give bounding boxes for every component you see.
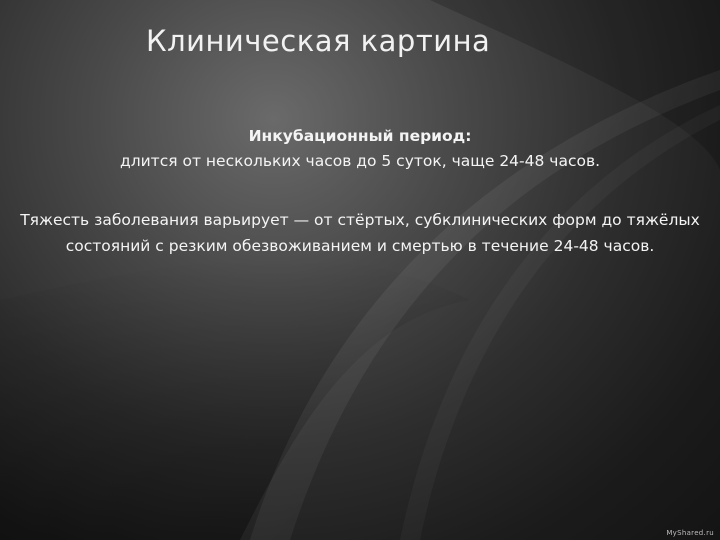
watermark: MyShared.ru: [666, 529, 714, 537]
incubation-text: длится от нескольких часов до 5 суток, чаще 24-48 часов.: [119, 152, 601, 170]
slide-title: Клиническая картина: [146, 24, 491, 58]
severity-text: Тяжесть заболевания варьирует — от стёртых, субклинических форм до тяжёлых состояний с резким обезвоживанием и смертью в течение 24-48 часов.: [20, 211, 700, 255]
spacer: [0, 174, 720, 207]
incubation-heading: Инкубационный период:: [248, 127, 472, 145]
slide-body: [0, 124, 720, 259]
